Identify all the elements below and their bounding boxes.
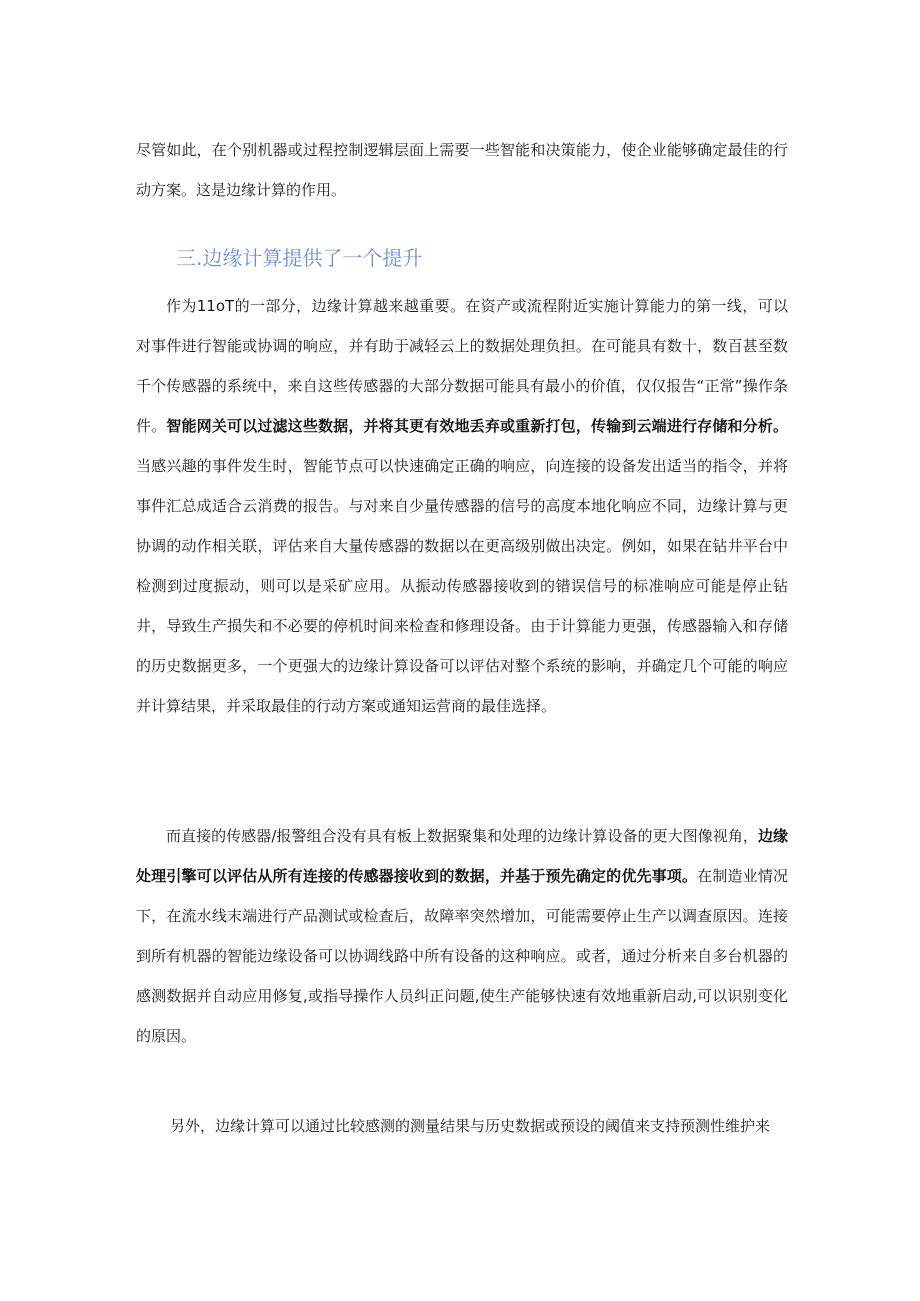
- section-heading: 三.边缘计算提供了一个提升: [176, 246, 423, 270]
- paragraph-predictive-maintenance: 另外，边缘计算可以通过比较感测的测量结果与历史数据或预设的阈值来支持预测性维护来: [170, 1117, 771, 1135]
- paragraph-edge-processing: [136, 816, 788, 1056]
- paragraph-edge-computing: [136, 286, 788, 726]
- paragraph-intro: 尽管如此，在个别机器或过程控制逻辑层面上需要一些智能和决策能力，使企业能够确定最佳的行动方案。这是边缘计算的作用。: [136, 141, 788, 199]
- paragraph-text: 而直接的传感器/报警组合没有具有板上数据聚集和处理的边缘计算设备的更大图像视角，: [166, 827, 758, 845]
- paragraph-text: 作为11oT的一部分，边缘计算越来越重要。在资产或流程附近实施计算能力的第一线，可以对事件进行智能或协调的响应，并有助于减轻云上的数据处理负担。在可能具有数十，数百甚至数千个传感器的系统中，来自这些传感器的大部分数据可能具有最小的价值，仅仅报告“正常”操作条件。: [136, 297, 788, 435]
- paragraph-bold-text: 智能网关可以过滤这些数据，并将其更有效地丢弃或重新打包，传输到云端进行存储和分析。: [166, 417, 788, 435]
- paragraph-text: 当感兴趣的事件发生时，智能节点可以快速确定正确的响应，向连接的设备发出适当的指令，并将事件汇总成适合云消费的报告。与对来自少量传感器的信号的高度本地化响应不同，边缘计算与更协调的动作相关联，评估来自大量传感器的数据以在更高级别做出决定。例如，如果在钻井平台中检测到过度振动，则可以是采矿应用。从振动传感器接收到的错误信号的标准响应可能是停止钻井，导致生产损失和不必要的停机时间来检查和修理设备。由于计算能力更强，传感器输入和存储的历史数据更多，一个更强大的边缘计算设备可以评估对整个系统的影响，并确定几个可能的响应并计算结果，并采取最佳的行动方案或通知运营商的最佳选择。: [136, 457, 788, 715]
- paragraph-text: 在制造业情况下，在流水线末端进行产品测试或检查后，故障率突然增加，可能需要停止生产以调查原因。连接到所有机器的智能边缘设备可以协调线路中所有设备的这种响应。或者，通过分析来自多台机器的感测数据并自动应用修复,或指导操作人员纠正问题,使生产能够快速有效地重新启动,可以识别变化的原因。: [136, 867, 788, 1045]
- paragraph-bold-text: 边缘处理引擎可以评估从所有连接的传感器接收到的数据，并基于预先确定的优先事项。: [136, 827, 788, 885]
